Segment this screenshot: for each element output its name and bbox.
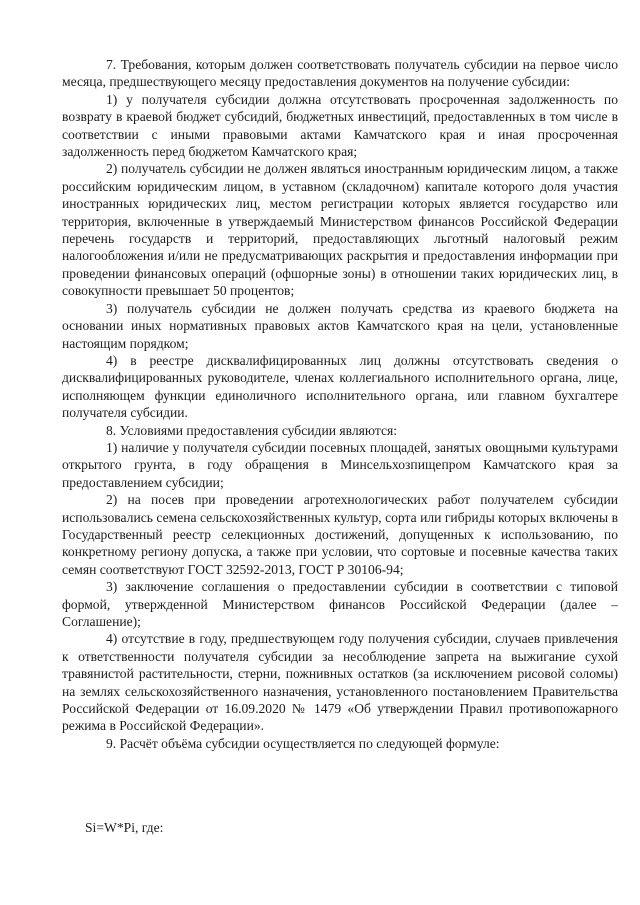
paragraph-7-item-2: 2) получатель субсидии не должен являться иностранным юридическим лицом, а также российским юридическим лицом, в уставном (складочном) капитале которого доля участия иностранных юридических лиц, местом регистрации которых является государство или территория, включенные в утверждаемый Министерством финансов Российской Федерации перечень государств и территорий, предоставляющих льготный налоговый режим налогообложения и/или не предусматривающих раскрытия и предоставления информации при проведении финансовых операций (офшорные зоны) в отношении таких юридических лиц, в совокупности превышает 50 процентов;: [62, 161, 618, 299]
paragraph-9-formula-intro: 9. Расчёт объёма субсидии осуществляется по следующей формуле:: [106, 735, 500, 751]
paragraph-8-conditions-intro: 8. Условиями предоставления субсидии являются:: [106, 422, 398, 438]
paragraph-8-item-1: 1) наличие у получателя субсидии посевных площадей, занятых овощными культурами открытого грунта, в году обращения в Минсельхозпищепром Камчатского края за предоставлением субсидии;: [62, 439, 618, 490]
paragraph-8-item-3: 3) заключение соглашения о предоставлении субсидии в соответствии с типовой формой, утвержденной Министерством финансов Российской Федерации (далее – Соглашение);: [62, 579, 618, 629]
paragraph-7-item-4: 4) в реестре дисквалифицированных лиц должны отсутствовать сведения о дисквалифицированных руководителе, членах коллегиального исполнительного органа, лице, исполняющем функции единоличного исполнительного органа, или главном бухгалтере получателя субсидии.: [62, 352, 618, 421]
paragraph-7-item-3: 3) получатель субсидии не должен получать средства из краевого бюджета на основании иных нормативных правовых актов Камчатского края на цели, установленные настоящим порядком;: [62, 300, 618, 351]
paragraph-7-requirements-intro: 7. Требования, которым должен соответствовать получатель субсидии на первое число месяца, предшествующего месяцу предоставления документов на получение субсидии:: [62, 57, 618, 90]
subsidy-formula: Si=W*Pi, где:: [85, 820, 164, 835]
paragraph-8-item-4: 4) отсутствие в году, предшествующем году получения субсидии, случаев привлечения к ответственности получателя субсидии за несоблюдение запрета на выжигание сухой травянистой растительности, стерни, пожнивных остатков (за исключением рисовой соломы) на землях сельскохозяйственного назначения, установленного постановлением Правительства Российской Федерации от 16.09.2020 № 1479 «Об утверждении Правил противопожарного режима в Российской Федерации».: [62, 631, 618, 734]
document-body: [62, 56, 618, 752]
paragraph-8-item-2: 2) на посев при проведении агротехнологических работ получателем субсидии использовались семена сельскохозяйственных культур, сорта или гибриды которых включены в Государственный реестр селекционных достижений, допущенных к использованию, по конкретному региону допуска, а также при условии, что сортовые и посевные качества таких семян соответствуют ГОСТ 32592-2013, ГОСТ Р 30106-94;: [62, 492, 618, 577]
paragraph-7-item-1: 1) у получателя субсидии должна отсутствовать просроченная задолженность по возврату в краевой бюджет субсидий, бюджетных инвестиций, предоставленных в том числе в соответствии с иными правовыми актами Камчатского края и иная просроченная задолженность перед бюджетом Камчатского края;: [62, 91, 618, 160]
